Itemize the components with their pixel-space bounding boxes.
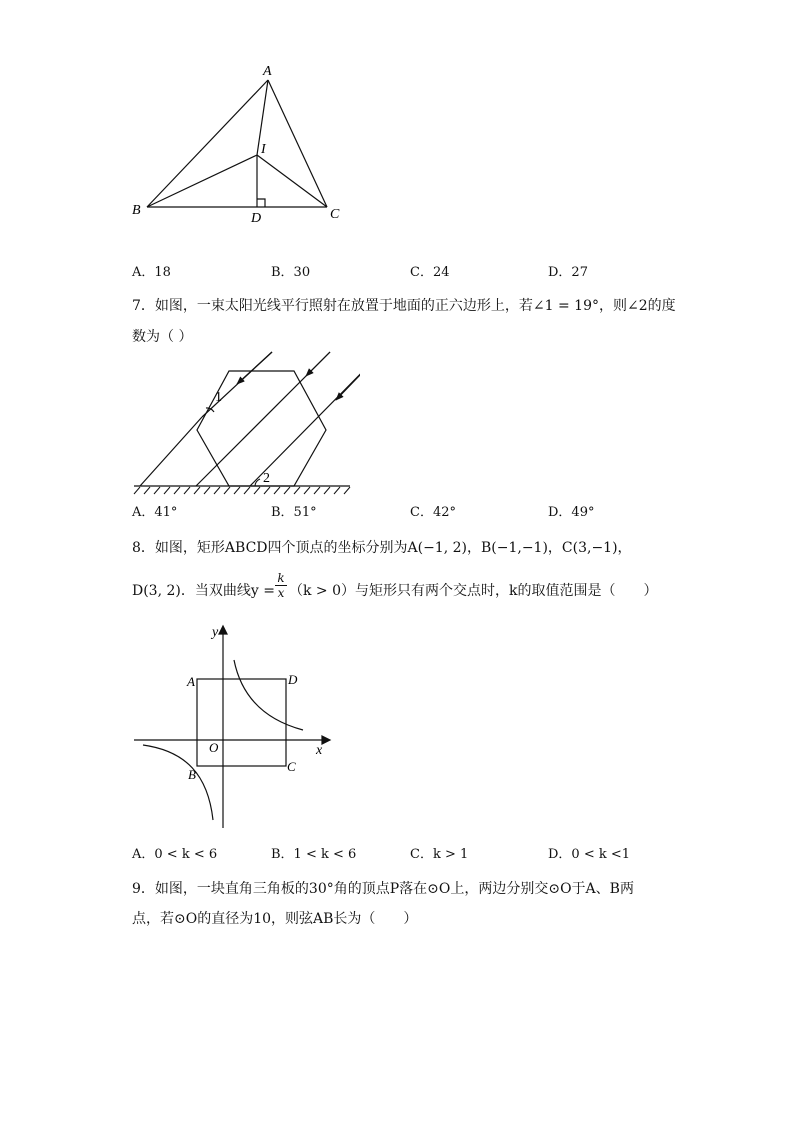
angle-2-label: 2 <box>263 471 270 486</box>
segment-bi <box>147 155 257 207</box>
q9-text-line1: 9．如图，一块直角三角板的30°角的顶点P落在⊙O上，两边分别交⊙O于A、B两 <box>132 881 634 897</box>
hyperbola-branch-lower <box>143 745 213 820</box>
segment-ab <box>147 80 268 207</box>
sun-ray-1-arrow <box>237 352 272 384</box>
q7-option-b: B．51° <box>271 505 317 520</box>
label-o: O <box>209 740 219 755</box>
label-b: B <box>132 203 141 218</box>
sun-ray-2-arrow <box>306 352 330 376</box>
right-angle-mark <box>257 199 265 207</box>
q6-option-d: D．27 <box>548 265 588 280</box>
q7-option-a: A．41° <box>132 505 178 520</box>
segment-ac <box>268 80 327 207</box>
label-d: D <box>288 672 298 687</box>
label-b: B <box>188 767 196 782</box>
q8-option-b: B．1 < k < 6 <box>271 847 357 862</box>
segment-ci <box>257 155 327 207</box>
q7-option-d: D．49° <box>548 505 595 520</box>
q6-option-a: A．18 <box>132 265 171 280</box>
y-axis-arrow <box>219 626 227 634</box>
q6-option-b: B．30 <box>271 265 311 280</box>
q8-text-line2-end: （k > 0）与矩形只有两个交点时，k的取值范围是（ ） <box>289 583 658 599</box>
hyperbola-rectangle-figure <box>130 620 340 835</box>
angle-1-label: 1 <box>215 390 222 405</box>
q8-option-c: C．k > 1 <box>410 847 469 862</box>
q7-text-line1: 7．如图，一束太阳光线平行照射在放置于地面的正六边形上，若∠1 = 19°，则∠2的度 <box>132 298 676 314</box>
x-axis-arrow <box>322 736 330 744</box>
hyperbola-branch-upper <box>234 660 303 730</box>
q8-text-line2-start: D(3, 2)．当双曲线y = <box>132 583 275 599</box>
ground-hatching <box>134 487 350 494</box>
q8-option-d: D．0 < k <1 <box>548 847 631 862</box>
label-a: A <box>187 674 195 689</box>
label-c: C <box>330 207 340 222</box>
q6-option-c: C．24 <box>410 265 450 280</box>
q7-text-line2: 数为（ ） <box>132 329 193 345</box>
q8-text-line1: 8．如图，矩形ABCD四个顶点的坐标分别为A(−1, 2)，B(−1,−1)，C(3,−1)， <box>132 540 632 556</box>
q9-text-line2: 点，若⊙O的直径为10，则弦AB长为（ ） <box>132 911 418 927</box>
sun-ray-3-arrow <box>336 352 360 400</box>
label-i: I <box>261 142 266 157</box>
fraction-numerator: k <box>275 571 287 586</box>
sun-ray-1-ground <box>140 417 202 486</box>
triangle-incenter-figure <box>120 60 360 230</box>
label-x: x <box>316 743 323 758</box>
label-c: C <box>287 759 296 774</box>
q7-option-c: C．42° <box>410 505 456 520</box>
fraction-k-over-x <box>275 571 287 600</box>
label-a: A <box>263 64 272 79</box>
label-d: D <box>251 211 262 226</box>
hexagon-sunlight-figure <box>130 348 360 498</box>
label-y: y <box>212 625 219 640</box>
q8-option-a: A．0 < k < 6 <box>132 847 218 862</box>
fraction-denominator: x <box>277 586 285 600</box>
